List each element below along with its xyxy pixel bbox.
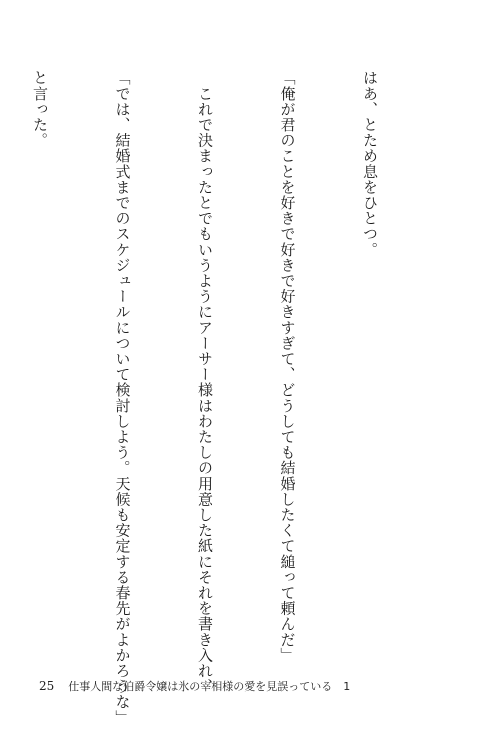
body-line: と言った。 [31,70,49,148]
body-line: 「俺が君のことを好きで好きで好きすぎて、どうしても結婚したくて縋って頼んだ」 [278,70,297,663]
page-footer [39,678,350,694]
page-number: 25 [39,679,55,693]
running-title: 仕事人間な伯爵令嬢は氷の宰相様の愛を見誤っている 1 [68,680,351,693]
body-line: これで決まったとでもいうようにアーサー様はわたしの用意した紙にそれを書き入れ、 [196,70,214,694]
body-line: 「では、結婚式までのスケジュールについて検討しよう。天候も安定する春先がよかろうな」 [113,70,132,726]
body-line: はあ、とため息をひとつ。 [361,70,379,258]
